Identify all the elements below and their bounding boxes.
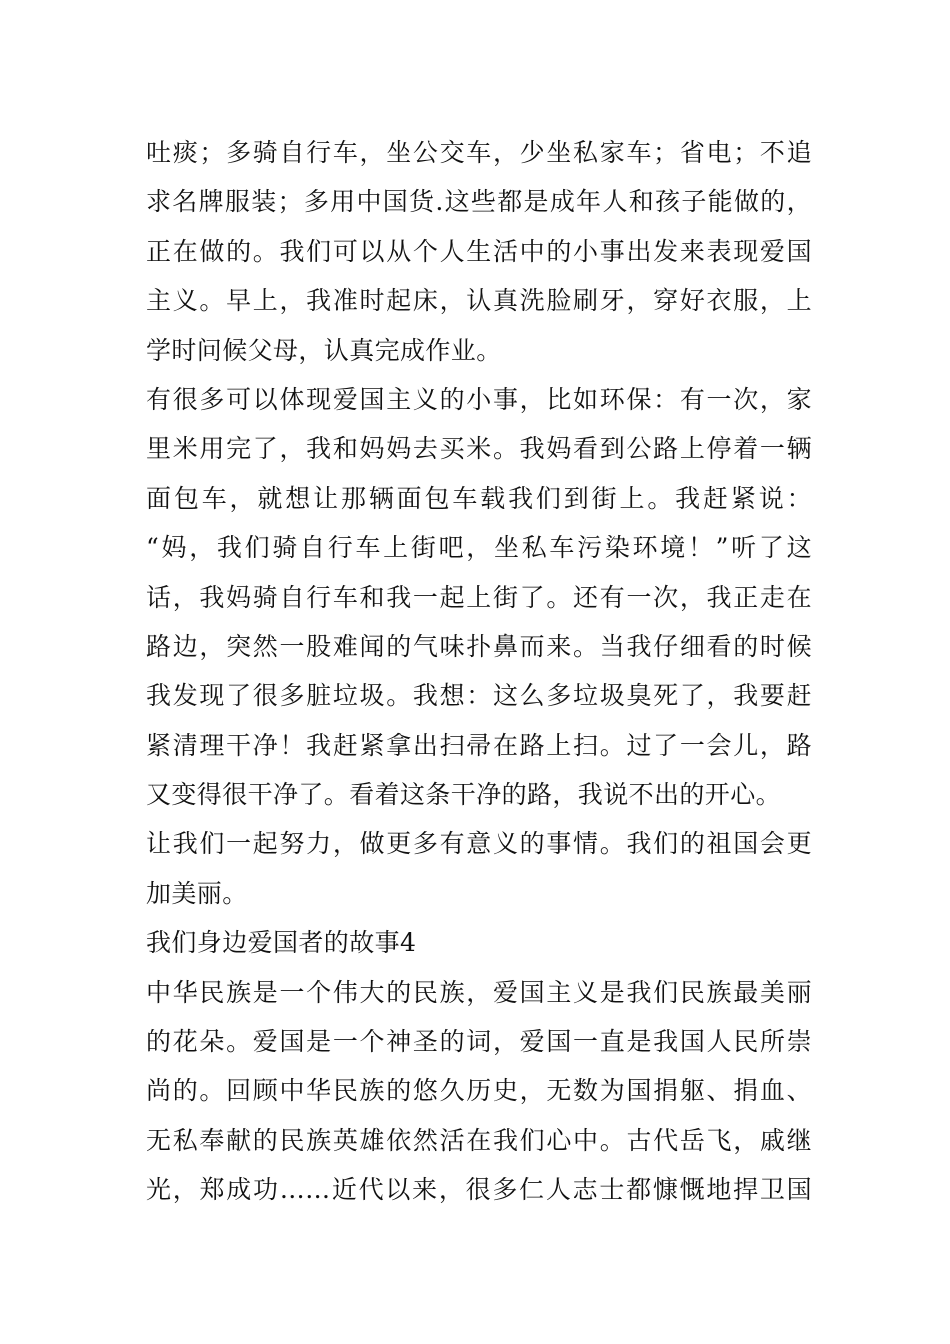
- text-line: 有很多可以体现爱国主义的小事，比如环保：有一次，家: [146, 384, 812, 414]
- text-line: 我发现了很多脏垃圾。我想：这么多垃圾臭死了，我要赶: [146, 681, 812, 711]
- text-line: 尚的。回顾中华民族的悠久历史，无数为国捐躯、捐血、: [146, 1076, 812, 1106]
- document-body: [146, 128, 812, 1215]
- text-line: 话，我妈骑自行车和我一起上街了。还有一次，我正走在: [146, 582, 812, 612]
- text-line: 学时问候父母，认真完成作业。: [146, 335, 502, 365]
- text-line: 加美丽。: [146, 878, 248, 908]
- text-line: 主义。早上，我准时起床，认真洗脸刷牙，穿好衣服，上: [146, 286, 812, 316]
- text-line: 紧清理干净！我赶紧拿出扫帚在路上扫。过了一会儿，路: [146, 730, 812, 760]
- text-line: 光，郑成功……近代以来，很多仁人志士都慷慨地捍卫国: [146, 1175, 812, 1205]
- text-line: 正在做的。我们可以从个人生活中的小事出发来表现爱国: [146, 236, 812, 266]
- text-line: 无私奉献的民族英雄依然活在我们心中。古代岳飞，戚继: [146, 1125, 812, 1155]
- text-line: 路边，突然一股难闻的气味扑鼻而来。当我仔细看的时候: [146, 631, 812, 661]
- text-line: 又变得很干净了。看着这条干净的路，我说不出的开心。: [146, 780, 782, 810]
- text-line: 里米用完了，我和妈妈去买米。我妈看到公路上停着一辆: [146, 434, 812, 464]
- text-line: 求名牌服装；多用中国货.这些都是成年人和孩子能做的，: [146, 187, 812, 217]
- text-line: 的花朵。爱国是一个神圣的词，爱国一直是我国人民所崇: [146, 1027, 812, 1057]
- text-line: 面包车，就想让那辆面包车载我们到街上。我赶紧说：: [146, 483, 812, 513]
- text-line: 中华民族是一个伟大的民族，爱国主义是我们民族最美丽: [146, 977, 812, 1007]
- text-line: “妈，我们骑自行车上街吧，坐私车污染环境！”听了这: [146, 533, 812, 563]
- section-heading: 我们身边爱国者的故事4: [146, 928, 417, 958]
- text-line: 吐痰；多骑自行车，坐公交车，少坐私家车；省电；不追: [146, 138, 812, 167]
- text-line: 让我们一起努力，做更多有意义的事情。我们的祖国会更: [146, 829, 812, 859]
